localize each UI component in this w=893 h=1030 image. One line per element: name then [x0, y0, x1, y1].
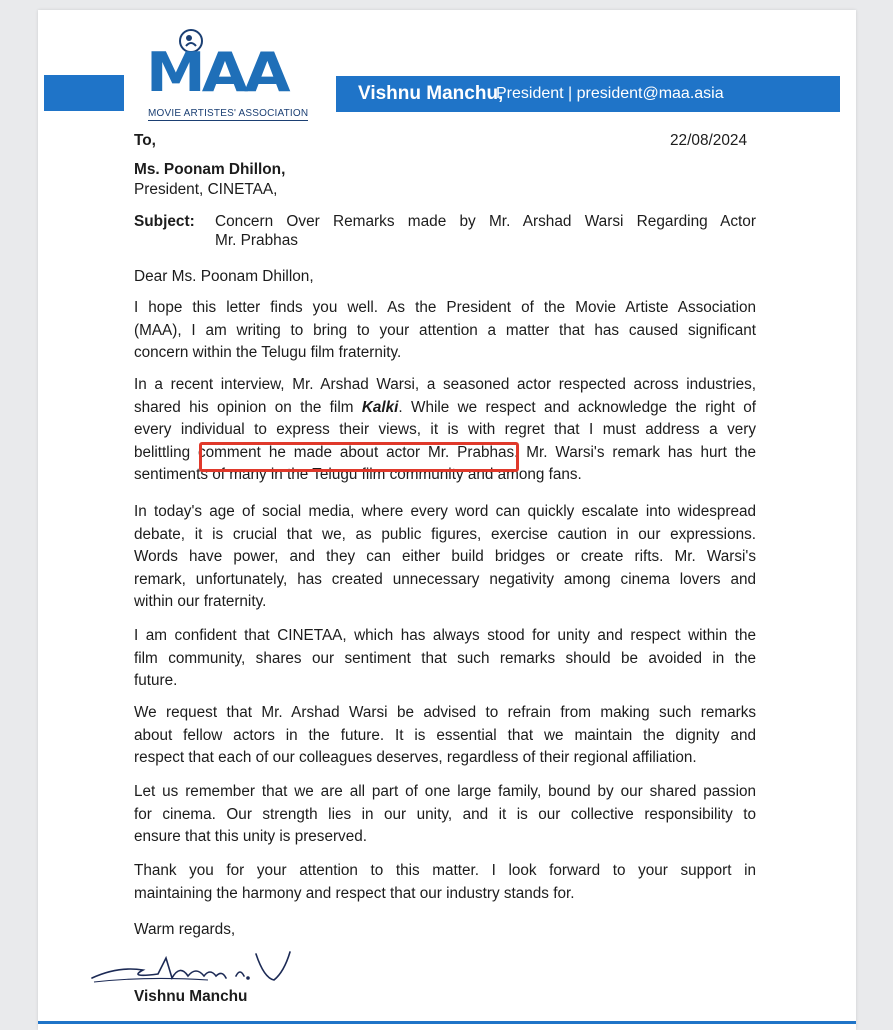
paragraph-line: (MAA), I am writing to bring to your attention a matter that has caused significant	[134, 321, 756, 339]
paragraph-line: Words have power, and they can either build bridges or create rifts. Mr. Warsi's	[134, 548, 756, 565]
paragraph-line: remark, unfortunately, has created unnecessary negativity among cinema lovers and	[134, 570, 756, 588]
paragraph-line: We request that Mr. Arshad Warsi be advised to refrain from making such remarks	[134, 704, 756, 721]
paragraph-line: In today's age of social media, where every word can quickly escalate into widespread	[134, 503, 756, 520]
recipient-title: President, CINETAA,	[134, 181, 278, 198]
paragraph-line: Let us remember that we are all part of one large family, bound by our shared passion	[134, 783, 756, 800]
paragraph-line: for cinema. Our strength lies in our unity, and it is our collective responsibility to	[134, 805, 756, 823]
paragraph-line: about fellow actors in the future. It is essential that we maintain the dignity and	[134, 726, 756, 744]
paragraph-line: every individual to express their views, it is with regret that I must address a very	[134, 421, 756, 438]
paragraph-line: debate, it is crucial that we, as public figures, exercise caution in our expressions.	[134, 525, 756, 543]
maa-logo	[146, 28, 316, 128]
letter-page	[38, 10, 856, 1030]
paragraph-line: maintaining the harmony and respect that our industry stands for.	[134, 884, 575, 902]
to-line: To,	[134, 132, 156, 149]
president-name: Vishnu Manchu,	[358, 83, 504, 104]
paragraph-line: In a recent interview, Mr. Arshad Warsi, a seasoned actor respected across industries,	[134, 376, 756, 393]
recipient-name: Ms. Poonam Dhillon,	[134, 161, 286, 178]
paragraph-7	[134, 860, 756, 905]
paragraph-line: respect that each of our colleagues deserves, regardless of their regional affiliation.	[134, 749, 697, 766]
paragraph-line: I hope this letter finds you well. As the President of the Movie Artiste Association	[134, 299, 756, 316]
paragraph-line: future.	[134, 672, 178, 689]
paragraph-line: within our fraternity.	[134, 593, 267, 610]
paragraph-line: concern within the Telugu film fraternity.	[134, 344, 402, 361]
paragraph-line: Thank you for your attention to this matter. I look forward to your support in	[134, 862, 756, 879]
paragraph-3	[134, 501, 756, 614]
paragraph-segment: shared his opinion on the film	[134, 398, 354, 416]
paragraph-5	[134, 702, 756, 770]
letter-date: 22/08/2024	[670, 132, 748, 149]
logo-subtitle: MOVIE ARTISTES' ASSOCIATION	[148, 108, 309, 119]
paragraph-1	[134, 297, 756, 365]
comment-highlight-box	[199, 442, 519, 472]
paragraph-line-kalki	[134, 397, 756, 420]
paragraph-line: ensure that this unity is preserved.	[134, 828, 367, 845]
paragraph-line: film community, shares our sentiment that such remarks should be avoided in the	[134, 649, 756, 667]
paragraph-4	[134, 625, 756, 693]
president-contact: President | president@maa.asia	[496, 85, 724, 102]
letterhead-band	[336, 76, 840, 112]
letterhead-band-left	[44, 75, 124, 111]
film-title: Kalki	[361, 398, 399, 416]
subject-line-2: Mr. Prabhas	[215, 232, 298, 249]
signature-icon	[88, 948, 298, 988]
subject-line-1: Concern Over Remarks made by Mr. Arshad Warsi Regarding Actor	[215, 213, 756, 230]
paragraph-6	[134, 781, 756, 849]
logo-text: MAA	[146, 41, 287, 105]
closing: Warm regards,	[134, 921, 236, 938]
paragraph-segment: . While we respect and acknowledge the right of	[398, 398, 757, 416]
subject-label: Subject:	[134, 213, 195, 230]
sender-name: Vishnu Manchu	[134, 988, 248, 1005]
paragraph-line: sentiments of many in the Telugu film community and among fans.	[134, 466, 582, 483]
paragraph-line-highlighted: belittling comment he made about actor Mr. Prabhas. Mr. Warsi's remark has hurt the	[134, 443, 756, 461]
paragraph-line: I am confident that CINETAA, which has always stood for unity and respect within the	[134, 627, 756, 644]
salutation: Dear Ms. Poonam Dhillon,	[134, 268, 314, 285]
